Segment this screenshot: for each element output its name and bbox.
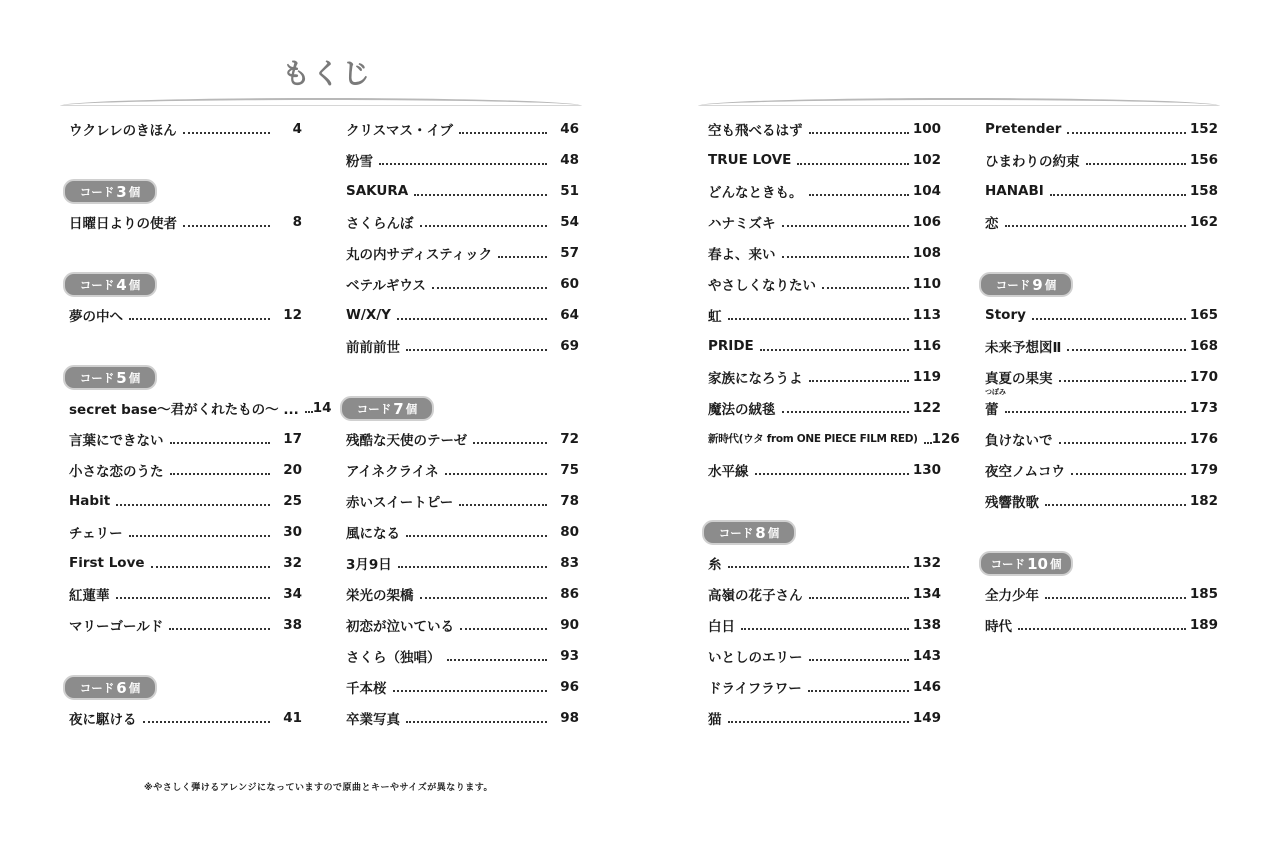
song-title: 夢の中へ: [69, 308, 123, 325]
dot-leader: [809, 380, 910, 382]
dot-leader: [755, 473, 910, 475]
dot-leader: [1018, 628, 1186, 630]
song-title: 恋: [985, 215, 999, 232]
song-title: 残響散歌: [985, 494, 1039, 511]
page-number: 182: [1189, 492, 1218, 509]
toc-entry: [346, 113, 579, 144]
song-title: 日曜日よりの使者: [69, 215, 177, 232]
badge-prefix: コード: [79, 277, 115, 292]
toc-entry: [708, 454, 941, 485]
badge-suffix: 個: [767, 525, 780, 540]
song-title: 虹: [708, 308, 722, 325]
badge-prefix: コード: [995, 277, 1031, 292]
page-number: 130: [912, 461, 941, 478]
badge-count: 6: [116, 678, 127, 697]
dot-leader: [760, 349, 909, 351]
toc-entry: [985, 578, 1218, 609]
toc-entry: [346, 206, 579, 237]
toc-entry: [69, 206, 302, 237]
chord-count-badge: [979, 272, 1073, 297]
dot-leader: [808, 690, 909, 692]
toc-entry: [69, 516, 302, 547]
dot-leader: [420, 597, 548, 599]
toc-entry: [346, 578, 579, 609]
page-number: 80: [560, 523, 579, 540]
badge-count: 9: [1032, 275, 1043, 294]
song-title: 高嶺の花子さん: [708, 587, 803, 604]
page-number: 116: [912, 337, 941, 354]
page-number: 98: [560, 709, 579, 726]
dot-leader: [393, 690, 548, 692]
badge-suffix: 個: [1049, 556, 1062, 571]
page-number: 158: [1189, 182, 1218, 199]
page-number: 30: [283, 523, 302, 540]
page-number: 34: [283, 585, 302, 602]
page-number: 96: [560, 678, 579, 695]
chord-count-badge: [63, 179, 157, 204]
dot-leader: [460, 628, 547, 630]
song-title: 丸の内サディスティック: [346, 246, 493, 263]
toc-entry: [69, 485, 302, 516]
dot-leader: [1005, 225, 1187, 227]
page-number: 176: [1189, 430, 1218, 447]
page-number: 149: [912, 709, 941, 726]
page-number: 25: [283, 492, 302, 509]
dot-leader: [129, 535, 270, 537]
dot-leader: [170, 473, 271, 475]
toc-entry: [985, 299, 1218, 330]
song-title: 真夏の果実: [985, 370, 1053, 387]
toc-entry: [708, 671, 941, 702]
dot-leader: [170, 442, 271, 444]
chord-count-badge: [63, 272, 157, 297]
dot-leader: [782, 256, 910, 258]
toc-entry: [708, 206, 941, 237]
song-title: ウクレレのきほん: [69, 122, 177, 139]
toc-entry: [346, 640, 579, 671]
toc-entry: [985, 361, 1218, 392]
dot-leader: [406, 349, 547, 351]
song-title: マリーゴールド: [69, 618, 164, 635]
song-title: W/X/Y: [346, 306, 391, 323]
dot-leader: [379, 163, 547, 165]
page-number: 173: [1189, 399, 1218, 416]
dot-leader: [398, 566, 547, 568]
page-number: 90: [560, 616, 579, 633]
page-number: 179: [1189, 461, 1218, 478]
song-title: TRUE LOVE: [708, 151, 792, 168]
song-title: ベテルギウス: [346, 277, 426, 294]
song-title: さくら（独唱）: [346, 649, 441, 666]
page-number: 134: [912, 585, 941, 602]
toc-entry: [708, 702, 941, 733]
toc-entry: [985, 330, 1218, 361]
badge-count: 4: [116, 275, 127, 294]
dot-leader: [797, 163, 909, 165]
page-number: 86: [560, 585, 579, 602]
dot-leader: [445, 473, 547, 475]
badge-prefix: コード: [990, 556, 1026, 571]
song-title: 未来予想図Ⅱ: [985, 339, 1062, 356]
badge-suffix: 個: [128, 277, 141, 292]
dot-leader: [924, 442, 932, 444]
badge-suffix: 個: [128, 680, 141, 695]
title-divider-left: [60, 98, 582, 106]
dot-leader: [420, 225, 548, 227]
song-title: SAKURA: [346, 182, 409, 199]
page-number: 185: [1189, 585, 1218, 602]
song-title: 夜に駆ける: [69, 711, 137, 728]
footnote: ※やさしく弾けるアレンジになっていますので原曲とキーやサイズが異なります。: [144, 783, 494, 793]
song-title: 時代: [985, 618, 1012, 635]
toc-entry: [985, 206, 1218, 237]
song-title: Story: [985, 306, 1026, 323]
dot-leader: [183, 132, 270, 134]
song-title: 卒業写真: [346, 711, 400, 728]
dot-leader: [1059, 380, 1187, 382]
dot-leader: [129, 318, 270, 320]
song-title: やさしくなりたい: [708, 277, 816, 294]
page-number: 14: [312, 399, 332, 416]
song-title: チェリー: [69, 525, 123, 542]
page-number: 165: [1189, 306, 1218, 323]
page-number: 54: [560, 213, 579, 230]
badge-suffix: 個: [128, 184, 141, 199]
dot-leader: [1086, 163, 1187, 165]
badge-prefix: コード: [79, 370, 115, 385]
page-number: 162: [1189, 213, 1218, 230]
page-number: 78: [560, 492, 579, 509]
chord-count-badge: [702, 520, 796, 545]
badge-count: 8: [755, 523, 766, 542]
page-number: 48: [560, 151, 579, 168]
toc-entry: [69, 547, 302, 578]
toc-entry: [69, 113, 302, 144]
toc-entry: [708, 361, 941, 392]
toc-entry: [708, 578, 941, 609]
song-title: ドライフラワー: [708, 680, 802, 697]
toc-entry: [708, 268, 941, 299]
chord-count-badge: [979, 551, 1073, 576]
toc-entry: [346, 547, 579, 578]
dot-leader: [1067, 349, 1186, 351]
song-title: 小さな恋のうた: [69, 463, 164, 480]
song-title: 言葉にできない: [69, 432, 164, 449]
page-number: 108: [912, 244, 941, 261]
toc-entry: [708, 144, 941, 175]
toc-entry: [708, 113, 941, 144]
badge-suffix: 個: [405, 401, 418, 416]
song-title: さくらんぼ: [346, 215, 414, 232]
page-number: 60: [560, 275, 579, 292]
dot-leader: [151, 566, 270, 568]
toc-entry: [708, 237, 941, 268]
song-title: 猫: [708, 711, 722, 728]
page-number: 152: [1189, 120, 1218, 137]
dot-leader: [728, 318, 910, 320]
toc-entry: [985, 454, 1218, 485]
song-title: 白日: [708, 618, 735, 635]
song-title: 千本桜: [346, 680, 387, 697]
page-number: 69: [560, 337, 579, 354]
toc-entry: [346, 516, 579, 547]
song-title: Habit: [69, 492, 111, 509]
badge-prefix: コード: [356, 401, 392, 416]
badge-suffix: 個: [128, 370, 141, 385]
toc-entry: [708, 299, 941, 330]
toc-entry: [346, 485, 579, 516]
song-title: 赤いスイートピー: [346, 494, 454, 511]
dot-leader: [1045, 504, 1186, 506]
song-title: 空も飛べるはず: [708, 122, 803, 139]
toc-entry: [69, 609, 302, 640]
toc-entry: [708, 330, 941, 361]
dot-leader: [1071, 473, 1186, 475]
dot-leader: [1050, 194, 1186, 196]
dot-leader: [406, 535, 547, 537]
song-title: 負けないで: [985, 432, 1053, 449]
badge-prefix: コード: [718, 525, 754, 540]
toc-entry: [69, 423, 302, 454]
song-title: いとしのエリー: [708, 649, 803, 666]
toc-entry: [708, 423, 960, 454]
page-number: 146: [912, 678, 941, 695]
badge-suffix: 個: [1044, 277, 1057, 292]
toc-entry: [985, 113, 1218, 144]
page-number: 93: [560, 647, 579, 664]
dot-leader: [305, 411, 313, 413]
toc-entry: [346, 702, 579, 733]
page-number: 143: [912, 647, 941, 664]
dot-leader: [809, 597, 910, 599]
dot-leader: [397, 318, 547, 320]
toc-entry: [708, 609, 941, 640]
song-title: クリスマス・イブ: [346, 122, 454, 139]
song-title: 全力少年: [985, 587, 1039, 604]
page-number: 8: [292, 213, 302, 230]
badge-count: 5: [116, 368, 127, 387]
toc-entry: [985, 609, 1218, 640]
dot-leader: [459, 504, 547, 506]
toc-entry: [985, 144, 1218, 175]
page-number: 75: [560, 461, 579, 478]
toc-entry: [346, 175, 579, 206]
toc-entry: [708, 392, 941, 423]
song-title: ハナミズキ: [708, 215, 776, 232]
dot-leader: [498, 256, 547, 258]
dot-leader: [414, 194, 547, 196]
dot-leader: [459, 132, 547, 134]
dot-leader: [1005, 411, 1187, 413]
toc-entry: [346, 144, 579, 175]
song-title: 残酷な天使のテーゼ: [346, 432, 468, 449]
page-number: 138: [912, 616, 941, 633]
dot-leader: [809, 659, 910, 661]
toc-entry: [69, 299, 302, 330]
page-number: 100: [912, 120, 941, 137]
dot-leader: [782, 411, 910, 413]
badge-count: 10: [1027, 554, 1048, 573]
toc-entry: [69, 702, 302, 733]
song-title: secret base～君がくれたもの～ ...: [69, 401, 299, 418]
page-number: 122: [912, 399, 941, 416]
dot-leader: [183, 225, 270, 227]
chord-count-badge: [340, 396, 434, 421]
toc-entry: [69, 392, 332, 423]
page-number: 51: [560, 182, 579, 199]
song-title: 夜空ノムコウ: [985, 463, 1066, 480]
page-number: 4: [292, 120, 302, 137]
toc-entry: [346, 299, 579, 330]
page-number: 189: [1189, 616, 1218, 633]
song-title: 家族になろうよ: [708, 370, 803, 387]
song-title: 栄光の架橋: [346, 587, 414, 604]
page-number: 38: [283, 616, 302, 633]
page-number: 20: [283, 461, 302, 478]
page-number: 119: [912, 368, 941, 385]
toc-entry: [708, 547, 941, 578]
toc-entry: [346, 330, 579, 361]
ruby-reading: つぼみ: [985, 387, 1006, 396]
dot-leader: [809, 132, 910, 134]
page-number: 104: [912, 182, 941, 199]
song-title: First Love: [69, 554, 145, 571]
page-number: 12: [283, 306, 302, 323]
title-divider-right: [698, 98, 1220, 106]
song-title: 初恋が泣いている: [346, 618, 454, 635]
toc-entry: [346, 423, 579, 454]
song-title: 風になる: [346, 525, 400, 542]
toc-entry: [985, 175, 1218, 206]
page-number: 46: [560, 120, 579, 137]
badge-count: 7: [393, 399, 404, 418]
toc-entry: [985, 387, 1218, 423]
page-number: 170: [1189, 368, 1218, 385]
dot-leader: [116, 504, 270, 506]
toc-entry: [69, 578, 302, 609]
song-title: 糸: [708, 556, 722, 573]
dot-leader: [1067, 132, 1186, 134]
song-title: 水平線: [708, 463, 749, 480]
toc-entry: [708, 640, 941, 671]
page-number: 17: [283, 430, 302, 447]
dot-leader: [1059, 442, 1187, 444]
song-title: 粉雪: [346, 153, 373, 170]
badge-count: 3: [116, 182, 127, 201]
page-number: 32: [283, 554, 302, 571]
toc-entry: [346, 237, 579, 268]
dot-leader: [1032, 318, 1186, 320]
song-title: 紅蓮華: [69, 587, 110, 604]
dot-leader: [116, 597, 271, 599]
page-number: 126: [931, 430, 960, 447]
dot-leader: [728, 566, 910, 568]
dot-leader: [447, 659, 548, 661]
chord-count-badge: [63, 675, 157, 700]
page-number: 64: [560, 306, 579, 323]
song-title: 新時代(ウタ from ONE PIECE FILM RED): [708, 433, 918, 445]
toc-entry: [346, 671, 579, 702]
page-number: 132: [912, 554, 941, 571]
song-title: アイネクライネ: [346, 463, 439, 480]
song-title: Pretender: [985, 120, 1062, 137]
toc-entry: [346, 268, 579, 299]
dot-leader: [741, 628, 909, 630]
chord-count-badge: [63, 365, 157, 390]
dot-leader: [169, 628, 270, 630]
song-title: 春よ、来い: [708, 246, 776, 263]
song-title: HANABI: [985, 182, 1044, 199]
badge-prefix: コード: [79, 184, 115, 199]
toc-entry: [346, 454, 579, 485]
page-number: 168: [1189, 337, 1218, 354]
toc-entry: [985, 485, 1218, 516]
dot-leader: [728, 721, 910, 723]
song-title: ひまわりの約束: [985, 153, 1080, 170]
page-number: 110: [912, 275, 941, 292]
toc-entry: [69, 454, 302, 485]
dot-leader: [473, 442, 547, 444]
song-title: どんなときも。: [708, 184, 803, 201]
page-number: 57: [560, 244, 579, 261]
page-number: 72: [560, 430, 579, 447]
song-title: 前前前世: [346, 339, 400, 356]
dot-leader: [1045, 597, 1186, 599]
dot-leader: [406, 721, 547, 723]
page-number: 106: [912, 213, 941, 230]
song-title: 3月9日: [346, 556, 392, 573]
page-number: 83: [560, 554, 579, 571]
song-title: [985, 387, 1006, 418]
dot-leader: [822, 287, 909, 289]
page-number: 113: [912, 306, 941, 323]
dot-leader: [782, 225, 910, 227]
page-title: もくじ: [282, 57, 373, 90]
toc-entry: [346, 609, 579, 640]
badge-prefix: コード: [79, 680, 115, 695]
dot-leader: [432, 287, 547, 289]
song-title-text: 蕾: [985, 401, 999, 418]
page-number: 41: [283, 709, 302, 726]
toc-entry: [708, 175, 941, 206]
song-title: PRIDE: [708, 337, 754, 354]
dot-leader: [143, 721, 271, 723]
page-number: 102: [912, 151, 941, 168]
ruby-title: [985, 387, 1006, 418]
dot-leader: [809, 194, 910, 196]
toc-entry: [985, 423, 1218, 454]
song-title: 魔法の絨毯: [708, 401, 776, 418]
page-number: 156: [1189, 151, 1218, 168]
